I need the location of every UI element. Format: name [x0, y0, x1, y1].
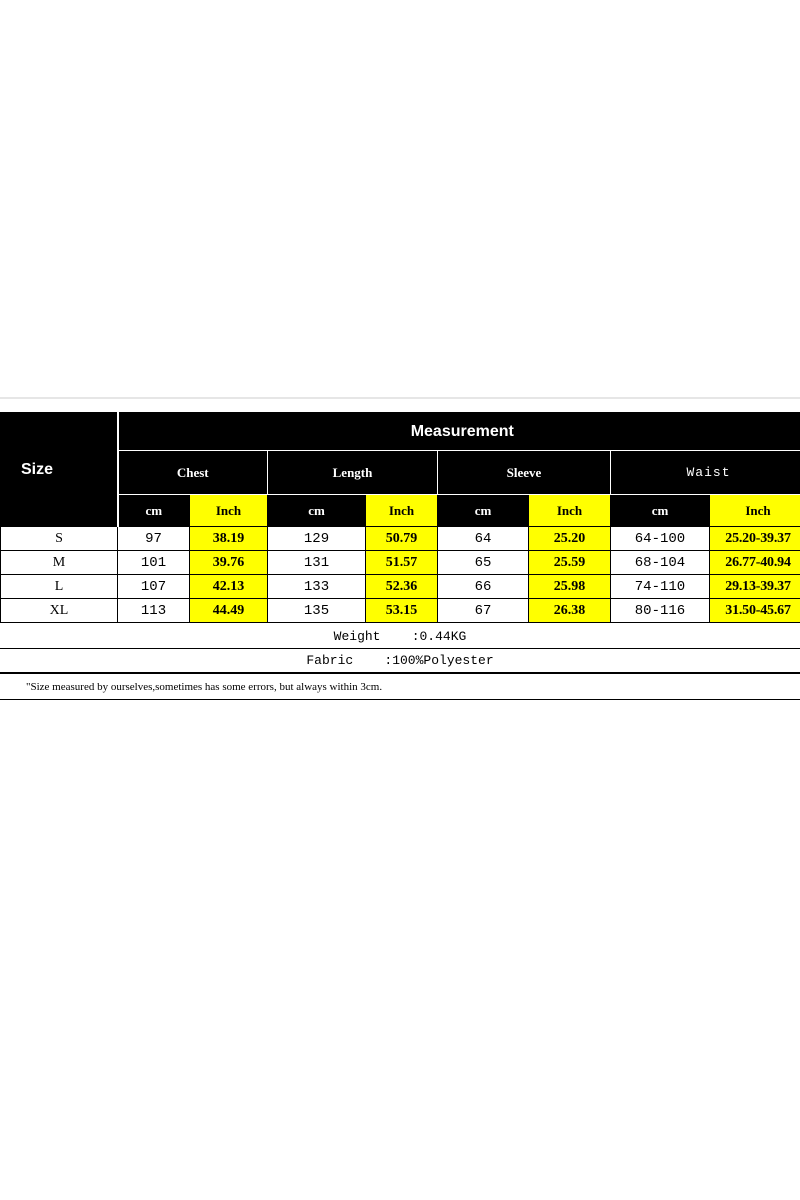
length-inch-cell: 51.57: [366, 551, 438, 575]
length-inch-cell: 50.79: [366, 527, 438, 551]
waist-inch-cell: 31.50-45.67: [710, 599, 800, 623]
length-inch-cell: 53.15: [366, 599, 438, 623]
length-inch-cell: 52.36: [366, 575, 438, 599]
size-note-text: "Size measured by ourselves,sometimes has some errors, but always within 3cm.: [26, 680, 383, 693]
length-cm-cell: 135: [268, 599, 366, 623]
size-cell: XL: [1, 599, 118, 623]
size-note: [0, 673, 800, 700]
chest-inch-cell: 38.19: [190, 527, 268, 551]
chest-cm-unit: cm: [118, 495, 190, 527]
waist-inch-cell: 25.20-39.37: [710, 527, 800, 551]
fabric-label: Fabric: [306, 653, 354, 668]
waist-inch-cell: 29.13-39.37: [710, 575, 800, 599]
length-cm-unit: cm: [268, 495, 366, 527]
sleeve-header: Sleeve: [438, 451, 611, 495]
length-header: Length: [268, 451, 438, 495]
table-row: [1, 551, 800, 575]
chest-inch-unit: Inch: [190, 495, 268, 527]
waist-inch-unit: Inch: [710, 495, 800, 527]
sleeve-inch-cell: 26.38: [529, 599, 611, 623]
weight-value: :0.44KG: [411, 629, 467, 644]
waist-cm-cell: 64-100: [611, 527, 710, 551]
waist-inch-cell: 26.77-40.94: [710, 551, 800, 575]
sleeve-inch-cell: 25.59: [529, 551, 611, 575]
sleeve-inch-unit: Inch: [529, 495, 611, 527]
sleeve-inch-cell: 25.20: [529, 527, 611, 551]
sleeve-cm-cell: 67: [438, 599, 529, 623]
weight-row: [0, 625, 800, 649]
size-cell: L: [1, 575, 118, 599]
sleeve-cm-cell: 64: [438, 527, 529, 551]
sleeve-cm-cell: 65: [438, 551, 529, 575]
length-cm-cell: 129: [268, 527, 366, 551]
chest-cm-cell: 113: [118, 599, 190, 623]
size-cell: S: [1, 527, 118, 551]
table-row: [1, 575, 800, 599]
sleeve-inch-cell: 25.98: [529, 575, 611, 599]
chest-inch-cell: 44.49: [190, 599, 268, 623]
table-row: [1, 527, 800, 551]
chest-inch-cell: 39.76: [190, 551, 268, 575]
sleeve-cm-cell: 66: [438, 575, 529, 599]
waist-cm-unit: cm: [611, 495, 710, 527]
chest-inch-cell: 42.13: [190, 575, 268, 599]
size-column-header: Size: [1, 413, 118, 527]
chest-cm-cell: 107: [118, 575, 190, 599]
chest-header: Chest: [118, 451, 268, 495]
weight-label: Weight: [333, 629, 381, 644]
chest-cm-cell: 101: [118, 551, 190, 575]
fabric-row: [0, 649, 800, 673]
waist-cm-cell: 68-104: [611, 551, 710, 575]
chest-cm-cell: 97: [118, 527, 190, 551]
size-cell: M: [1, 551, 118, 575]
fabric-value: :100%Polyester: [384, 653, 494, 668]
measurement-header: Measurement: [118, 413, 800, 451]
waist-header: Waist: [611, 451, 800, 495]
length-inch-unit: Inch: [366, 495, 438, 527]
sleeve-cm-unit: cm: [438, 495, 529, 527]
size-chart-table: [0, 412, 800, 623]
waist-cm-cell: 74-110: [611, 575, 710, 599]
length-cm-cell: 133: [268, 575, 366, 599]
waist-cm-cell: 80-116: [611, 599, 710, 623]
top-divider: [0, 397, 800, 399]
length-cm-cell: 131: [268, 551, 366, 575]
table-row: [1, 599, 800, 623]
